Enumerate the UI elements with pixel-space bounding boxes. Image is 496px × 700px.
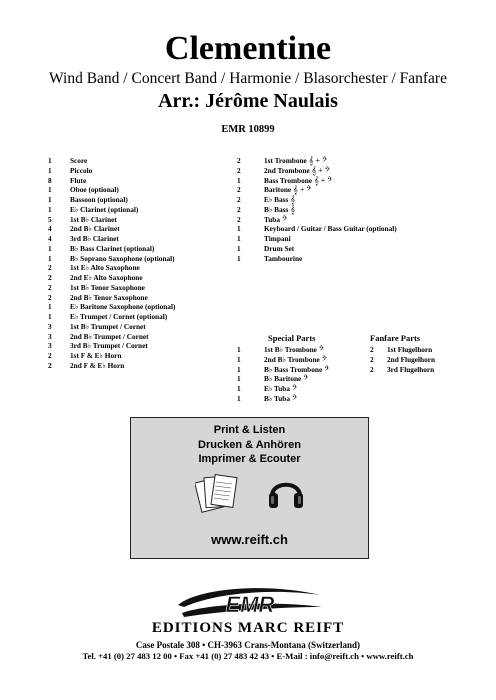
clef-icon: 𝄞 xyxy=(290,204,296,214)
part-quantity: 2 xyxy=(237,156,241,165)
part-name: 1st B♭ Tenor Saxophone xyxy=(70,282,145,292)
emr-logo-text: EMR xyxy=(225,592,275,617)
part-row xyxy=(237,185,397,195)
special-part-row xyxy=(237,365,329,375)
part-quantity: 2 xyxy=(370,354,374,364)
part-row xyxy=(48,156,175,166)
special-part-row xyxy=(237,384,329,394)
part-quantity: 1 xyxy=(237,374,241,384)
clef-icon: 𝄢 xyxy=(291,393,298,403)
part-name: B♭ Bass Trombone xyxy=(264,364,323,374)
part-row xyxy=(237,244,397,254)
part-quantity: 1 xyxy=(237,393,241,403)
part-row xyxy=(48,215,175,225)
part-name: E♭ Clarinet (optional) xyxy=(70,204,139,214)
part-name: 2nd B♭ Clarinet xyxy=(70,224,120,234)
part-row xyxy=(48,283,175,293)
special-parts-heading: Special Parts xyxy=(268,333,316,343)
part-name: 2nd E♭ Alto Saxophone xyxy=(70,273,143,282)
part-row xyxy=(48,254,175,264)
fanfare-part-row xyxy=(370,365,435,375)
part-quantity: 1 xyxy=(237,364,241,374)
part-name: 2nd Flugelhorn xyxy=(387,354,436,364)
page-title: Clementine xyxy=(164,30,332,67)
part-name: 2nd Trombone xyxy=(264,165,310,175)
clef-icon: 𝄞 + 𝄢 xyxy=(314,175,333,185)
part-name: Keyboard / Guitar / Bass Guitar (optional) xyxy=(264,224,397,234)
part-quantity: 1 xyxy=(48,195,52,204)
special-parts-list xyxy=(237,345,329,404)
part-quantity: 3 xyxy=(48,341,52,351)
part-row xyxy=(237,166,397,176)
part-row xyxy=(237,215,397,225)
part-name: B♭ Baritone xyxy=(264,374,302,384)
part-name: Bass Trombone xyxy=(264,175,313,185)
part-quantity: 1 xyxy=(237,384,241,393)
part-name: 2nd B♭ Tenor Saxophone xyxy=(70,292,148,302)
special-part-row xyxy=(237,345,329,355)
clef-icon: 𝄞 xyxy=(290,195,296,204)
clef-icon: 𝄢 xyxy=(291,384,298,393)
part-row xyxy=(48,332,175,342)
part-row xyxy=(48,195,175,205)
part-quantity: 2 xyxy=(237,214,241,224)
special-part-row xyxy=(237,355,329,365)
part-row xyxy=(48,185,175,195)
part-row xyxy=(48,205,175,215)
part-name: 2nd B♭ Trumpet / Cornet xyxy=(70,331,149,341)
part-name: Piccolo xyxy=(70,165,93,175)
parts-list-column-1 xyxy=(48,156,175,371)
part-quantity: 1 xyxy=(48,185,52,195)
fanfare-part-row xyxy=(370,345,435,355)
clef-icon: 𝄢 xyxy=(321,354,327,364)
publisher-contact: Tel. +41 (0) 27 483 12 00 • Fax +41 (0) 27 483 42 43 • E-Mail : info@reift.ch • www.reift.ch xyxy=(82,651,414,661)
clef-icon: 𝄢 xyxy=(281,214,288,224)
part-quantity: 2 xyxy=(48,282,52,292)
publisher-address: Case Postale 308 • CH-3963 Crans-Montana (Switzerland) xyxy=(135,640,361,650)
part-name: E♭ Baritone Saxophone (optional) xyxy=(70,302,176,312)
part-row xyxy=(237,234,397,244)
part-quantity: 1 xyxy=(237,243,241,253)
part-quantity: 1 xyxy=(237,253,241,263)
part-name: Bassoon (optional) xyxy=(70,195,128,204)
part-quantity: 2 xyxy=(237,165,241,175)
clef-icon: 𝄢 xyxy=(318,345,325,354)
clef-icon: 𝄞 + 𝄢 xyxy=(308,156,328,165)
part-row xyxy=(48,176,175,186)
part-quantity: 1 xyxy=(237,345,241,354)
part-quantity: 2 xyxy=(370,345,374,354)
part-name: 2nd F & E♭ Horn xyxy=(70,360,125,370)
part-name: 1st E♭ Alto Saxophone xyxy=(70,263,140,273)
promo-line-en: Print & Listen xyxy=(213,424,286,436)
clef-icon: 𝄞 + 𝄢 xyxy=(293,185,312,195)
part-row xyxy=(48,224,175,234)
part-row xyxy=(48,263,175,273)
catalog-number: EMR 10899 xyxy=(221,124,275,135)
part-name: B♭ Tuba xyxy=(264,393,290,403)
publisher-name: EDITIONS MARC REIFT xyxy=(151,620,345,636)
part-quantity: 2 xyxy=(48,351,52,360)
part-quantity: 4 xyxy=(48,234,52,243)
part-name: 3rd B♭ Trumpet / Cornet xyxy=(70,341,148,351)
part-row xyxy=(48,234,175,244)
part-row xyxy=(48,273,175,283)
part-row xyxy=(48,244,175,254)
part-quantity: 1 xyxy=(48,156,52,165)
part-name: B♭ Bass Clarinet (optional) xyxy=(70,243,155,253)
part-quantity: 1 xyxy=(237,224,241,234)
part-quantity: 3 xyxy=(48,321,52,331)
part-name: 1st F & E♭ Horn xyxy=(70,351,122,360)
part-row xyxy=(48,302,175,312)
emr-logo xyxy=(170,585,330,621)
part-quantity: 2 xyxy=(237,185,241,195)
headphones-icon xyxy=(266,472,306,512)
part-name: E♭ Trumpet / Cornet (optional) xyxy=(70,312,168,321)
part-name: 1st Trombone xyxy=(264,156,307,165)
part-name: 3rd B♭ Clarinet xyxy=(70,234,119,243)
part-name: Baritone xyxy=(264,185,292,195)
part-name: Flute xyxy=(70,175,87,185)
part-row xyxy=(237,156,397,166)
part-quantity: 2 xyxy=(48,263,52,273)
parts-list-column-2 xyxy=(237,156,397,263)
part-quantity: 8 xyxy=(48,175,52,185)
clef-icon: 𝄞 + 𝄢 xyxy=(311,165,331,175)
part-name: Oboe (optional) xyxy=(70,185,119,195)
part-quantity: 1 xyxy=(48,204,52,214)
part-row xyxy=(48,322,175,332)
part-row xyxy=(237,224,397,234)
promo-text xyxy=(131,423,368,467)
part-name: Tuba xyxy=(264,214,280,224)
promo-line-de: Drucken & Anhören xyxy=(198,438,301,451)
part-name: 3rd Flugelhorn xyxy=(387,364,435,374)
part-name: 1st B♭ Clarinet xyxy=(70,214,117,224)
part-quantity: 2 xyxy=(237,204,241,214)
part-name: 1st B♭ Trumpet / Cornet xyxy=(70,321,146,331)
part-row xyxy=(237,205,397,215)
part-row xyxy=(48,293,175,303)
fanfare-parts-heading: Fanfare Parts xyxy=(370,333,421,343)
part-name: E♭ Bass xyxy=(264,195,289,204)
promo-line-fr: Imprimer & Ecouter xyxy=(198,453,301,465)
promo-url-link[interactable]: www.reift.ch xyxy=(211,532,288,547)
part-name: Timpani xyxy=(264,234,291,243)
part-row xyxy=(237,195,397,205)
clef-icon: 𝄢 xyxy=(303,374,309,384)
part-name: Tambourine xyxy=(264,253,303,263)
part-quantity: 2 xyxy=(48,273,52,282)
part-row xyxy=(48,166,175,176)
part-quantity: 2 xyxy=(237,195,241,204)
print-listen-box[interactable] xyxy=(130,417,369,559)
fanfare-part-row xyxy=(370,355,435,365)
part-name: 2nd B♭ Trombone xyxy=(264,354,320,364)
part-quantity: 4 xyxy=(48,224,52,234)
part-row xyxy=(48,341,175,351)
part-quantity: 2 xyxy=(48,292,52,302)
part-quantity: 1 xyxy=(237,234,241,243)
fanfare-parts-list xyxy=(370,345,435,374)
part-name: 1st Flugelhorn xyxy=(387,345,433,354)
part-row xyxy=(237,254,397,264)
part-quantity: 5 xyxy=(48,214,52,224)
part-quantity: 1 xyxy=(48,253,52,263)
special-part-row xyxy=(237,394,329,404)
special-part-row xyxy=(237,374,329,384)
part-quantity: 1 xyxy=(48,302,52,312)
part-row xyxy=(48,312,175,322)
sheet-music-icon xyxy=(195,470,241,514)
part-quantity: 2 xyxy=(370,364,374,374)
part-name: E♭ Tuba xyxy=(264,384,290,393)
part-row xyxy=(237,176,397,186)
part-quantity: 1 xyxy=(48,312,52,321)
part-row xyxy=(48,361,175,371)
clef-icon: 𝄢 xyxy=(324,364,330,374)
part-name: B♭ Bass xyxy=(264,204,289,214)
part-quantity: 1 xyxy=(48,243,52,253)
part-quantity: 2 xyxy=(48,360,52,370)
part-quantity: 1 xyxy=(48,165,52,175)
part-quantity: 1 xyxy=(237,175,241,185)
part-name: Score xyxy=(70,156,88,165)
part-quantity: 3 xyxy=(48,331,52,341)
part-name: Drum Set xyxy=(264,243,295,253)
part-row xyxy=(48,351,175,361)
part-name: 1st B♭ Trombone xyxy=(264,345,317,354)
arranger-credit: Arr.: Jérôme Naulais xyxy=(158,90,338,112)
part-quantity: 1 xyxy=(237,354,241,364)
ensemble-subtitle: Wind Band / Concert Band / Harmonie / Blasorchester / Fanfare xyxy=(49,70,447,87)
part-name: B♭ Soprano Saxophone (optional) xyxy=(70,253,175,263)
